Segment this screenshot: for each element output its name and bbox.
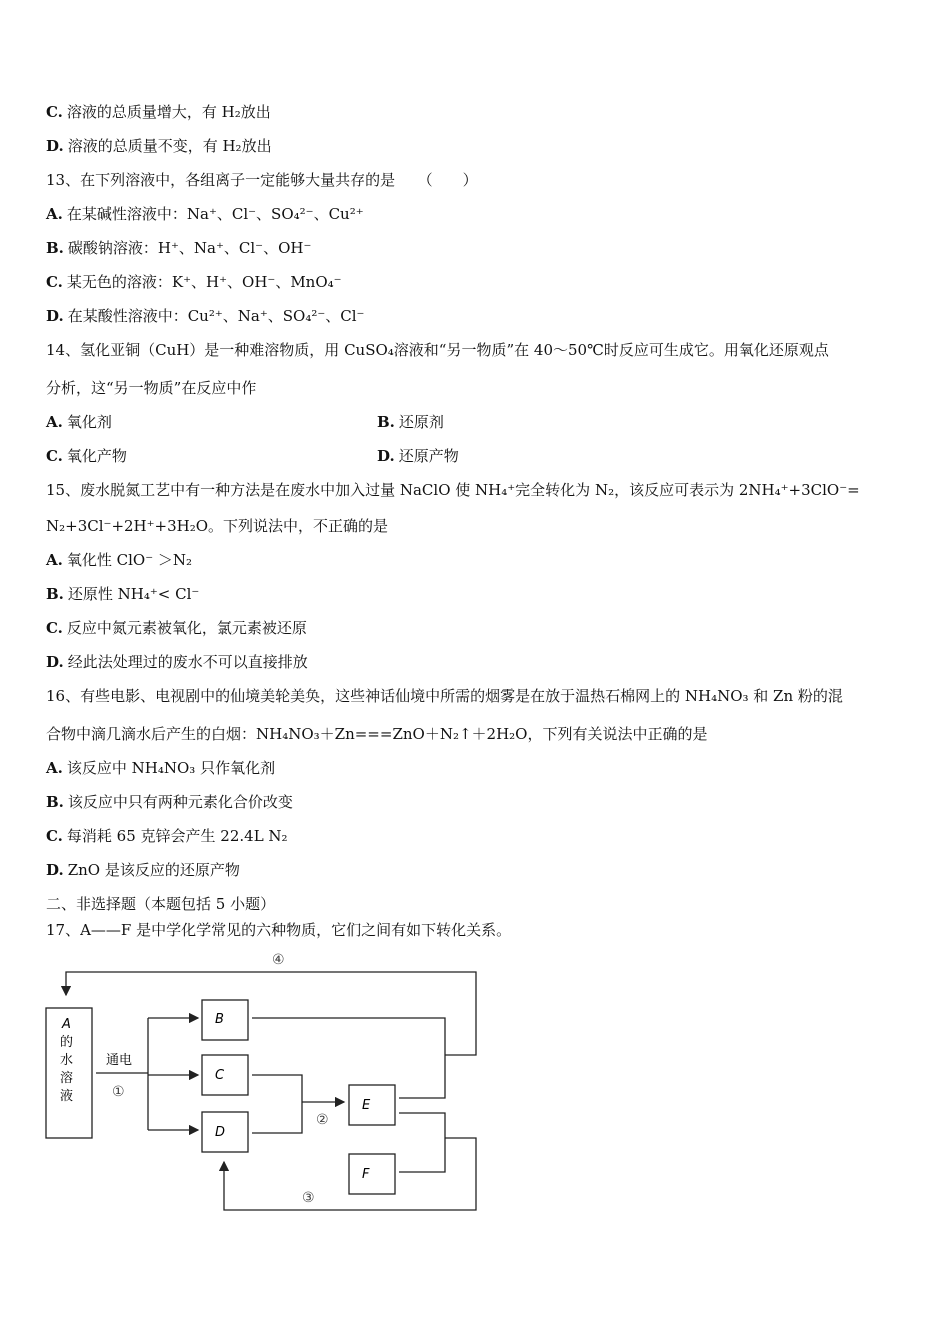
node-d-label: D [215,1125,226,1140]
q14-option-b: B. 还原剂 [377,413,444,431]
q14-stem-line1: 14、氢化亚铜（CuH）是一种难溶物质，用 CuSO₄溶液和“另一物质”在 40～50℃时反应可生成它。用氧化还原观点 [46,341,829,359]
box-e [349,1085,395,1125]
node-b-label: B [215,1012,224,1027]
q16-option-d: D. ZnO 是该反应的还原产物 [46,861,240,879]
q13-option-d: D. 在某酸性溶液中：Cu²⁺、Na⁺、SO₄²⁻、Cl⁻ [46,307,365,325]
section-title: 二、非选择题（本题包括 5 小题） [46,895,276,913]
q12-option-c: C. 溶液的总质量增大，有 H₂放出 [46,103,271,121]
q14-option-a: A. 氧化剂 [46,413,112,431]
box-f [349,1154,395,1194]
node-e-label: E [362,1098,371,1113]
q14-stem-line2: 分析，这“另一物质”在反应中作 [46,379,257,397]
q16-option-a: A. 该反应中 NH₄NO₃ 只作氧化剂 [46,759,276,777]
q15-stem-line2: N₂+3Cl⁻+2H⁺+3H₂O。下列说法中，不正确的是 [46,517,389,535]
q16-option-b: B. 该反应中只有两种元素化合价改变 [46,793,293,811]
q15-option-d: D. 经此法处理过的废水不可以直接排放 [46,653,308,671]
q13-option-c: C. 某无色的溶液：K⁺、H⁺、OH⁻、MnO₄⁻ [46,273,342,291]
q13-option-b: B. 碳酸钠溶液：H⁺、Na⁺、Cl⁻、OH⁻ [46,239,312,257]
q13-stem: 13、在下列溶液中，各组离子一定能够大量共存的是 （ ） [46,171,478,189]
q13-option-a: A. 在某碱性溶液中：Na⁺、Cl⁻、SO₄²⁻、Cu²⁺ [46,205,364,223]
q16-stem-line2: 合物中滴几滴水后产生的白烟：NH₄NO₃＋Zn===ZnO＋N₂↑＋2H₂O，下列有关说法中正确的是 [46,725,708,743]
q17-flow-diagram [40,940,490,1220]
q15-option-b: B. 还原性 NH₄⁺< Cl⁻ [46,585,200,603]
q12-option-d: D. 溶液的总质量不变，有 H₂放出 [46,137,272,155]
q14-option-c: C. 氧化产物 [46,447,127,465]
step3-label: ③ [302,1190,315,1206]
box-a-label-1: 的 [60,1035,74,1050]
q14-option-d: D. 还原产物 [377,447,459,465]
node-c-label: C [215,1068,225,1083]
box-b [202,1000,248,1040]
q17-stem: 17、A——F 是中学化学常见的六种物质，它们之间有如下转化关系。 [46,921,512,939]
box-a-label-2: 水 [60,1053,74,1068]
e-f-join [399,1113,445,1172]
node-f-label: F [362,1167,370,1182]
step2-label: ② [316,1112,329,1128]
step4-label: ④ [272,952,285,968]
q16-option-c: C. 每消耗 65 克锌会产生 22.4L N₂ [46,827,288,845]
box-a-label-0: A [62,1017,71,1032]
q15-option-a: A. 氧化性 ClO⁻ ＞N₂ [46,551,193,569]
step1-label: ① [112,1084,125,1100]
box-c [202,1055,248,1095]
q16-stem-line1: 16、有些电影、电视剧中的仙境美轮美奂，这些神话仙境中所需的烟雾是在放于温热石棉网上的 NH₄NO₃ 和 Zn 粉的混 [46,687,843,705]
condition-label: 通电 [106,1053,133,1068]
q15-stem-line1: 15、废水脱氮工艺中有一种方法是在废水中加入过量 NaClO 使 NH₄⁺完全转化为 N₂，该反应可表示为 2NH₄⁺+3ClO⁻= [46,481,860,499]
box-a-label-4: 液 [60,1089,74,1104]
q15-option-c: C. 反应中氮元素被氧化，氯元素被还原 [46,619,307,637]
box-a-label-3: 溶 [60,1071,74,1086]
c-d-join [252,1075,302,1133]
loop-4 [66,972,476,1055]
